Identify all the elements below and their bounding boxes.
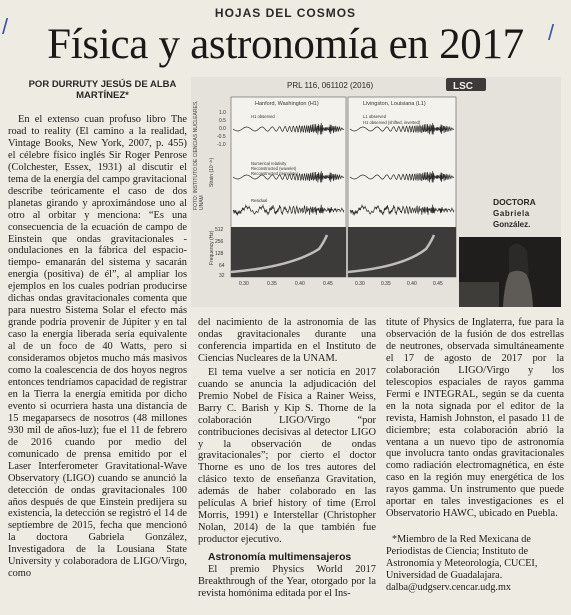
x-tick: 0.45	[433, 281, 443, 287]
y-tick: 0.0	[219, 126, 226, 132]
panel-left-title: Hanford, Washington (H1)	[255, 101, 319, 107]
x-tick: 0.35	[267, 281, 277, 287]
x-tick: 0.45	[323, 281, 333, 287]
freq-tick: 64	[219, 263, 225, 269]
margin-mark-left: /	[2, 14, 9, 39]
byline	[20, 79, 185, 101]
photo-credit: FOTO: INSTITUTO DE CIENCIAS NUCLEARES, UNAM	[193, 100, 205, 210]
column-1	[8, 114, 187, 580]
freq-tick: 32	[219, 273, 225, 279]
column-2	[198, 317, 376, 600]
col1-paragraph: En el extenso cuan profuso libro The road to reality (El camino a la realidad, Vintage Books, New York, 2007, p. 455) el célebre físico inglés Sir Roger Penrose (Colchester, Essex, 1931) al discutir el tema de la energía del campo gravitacional describe teóricamente el caso de dos planetas girando y aproximándose uno al otro al orbitar y menciona: “Es una consecuencia de la ecuación de campo de Einstein que ondas gravitacionales -ondulaciones en la fábrica del espacio-tiempo- emanarán del sistema y sacarán energía (positiva) de él”, al ampliar los ejemplos en los cuales podrían producirse dichas ondas gravitacionales comenta que para nuestro Sistema Solar el efecto más grande podría provenir de Júpiter y en tal caso la energía liberada sería equivalente al de un foco de 40 Watts, pero si consideramos objetos mucho más masivos como la coalescencia de dos hoyos negros entonces tendríamos capacidad de registrar en la Tierra la energía emitida por dicho evento si ocurriera hasta una distancia de 15 megaparsecs de nosotros (48 millones 930 mil de años-luz); fue el 11 de febrero de 2016 cuando por medio del comunicado de prensa emitido por el Laser Interferometer Gravitational-Wave Observatory (LIGO) cuando se anunció la detección de ondas gravitacionales 100 años después de que Einstein predijera su existencia, la detección se registró el 14 de septiembre de 2015, fecha que mencionó la doctora Gabriela González, Investigadora de la Lousiana State University y colaboradora de LIGO/Virgo, como	[8, 114, 187, 580]
margin-mark-right: /	[548, 20, 555, 45]
legend-template: Reconstructed (template)	[251, 171, 299, 176]
figure-citation: PRL 116, 061102 (2016)	[287, 81, 374, 90]
caption-name-1: Gabriela	[493, 209, 530, 218]
y-tick: -0.5	[217, 134, 226, 140]
ligo-figure-svg	[191, 77, 561, 307]
lsc-logo: LSC	[453, 81, 473, 92]
freq-tick: 512	[215, 227, 224, 233]
figure	[191, 77, 561, 307]
y-tick: 1.0	[219, 110, 226, 116]
y-axis-frequency: Frequency (Hz)	[209, 230, 215, 265]
col2-paragraph-2: El tema vuelve a ser noticia en 2017 cuando se anuncia la adjudicación del Premio Nobel de Física a Rainer Weiss, Barry C. Barish y Kip S. Thorne de la colaboración LIGO/Virgo “por contribuciones decisivas al detector LIGO y la observación de ondas gravitacionales”; por cierto el doctor Thorne es uno de los tres autores del clásico texto de enseñanza Gravitation, además de haber colaborado en las películas A brief history of time (Errol Morris, 1991) e Interstellar (Christopher Nolan, 2014) de la que también fue productor ejecutivo.	[198, 366, 376, 546]
legend-wavelet: Reconstructed (wavelet)	[251, 166, 297, 171]
legend-l1-observed: L1 observed	[363, 114, 387, 119]
x-tick: 0.30	[355, 281, 365, 287]
caption-role: DOCTORA	[493, 197, 536, 207]
y-tick: 0.5	[219, 118, 226, 124]
col2-paragraph-1: del nacimiento de la astronomía de las ondas gravitacionales durante una conferencia impartida en el Instituto de Ciencias Nucleares de la UNAM.	[198, 317, 376, 364]
byline-line-1: POR DURRUTY JESÚS DE ALBA	[28, 79, 177, 90]
x-tick: 0.40	[295, 281, 305, 287]
panel-right-title: Livingston, Louisiana (L1)	[363, 101, 426, 107]
freq-ticks	[215, 227, 225, 279]
x-tick: 0.30	[239, 281, 249, 287]
freq-tick: 256	[215, 239, 224, 245]
author-note-text: *Miembro de la Red Mexicana de Periodistas de Ciencia; Instituto de Astronomía y Meteorología, CUCEI, Universidad de Guadalajara. dalba@udgserv.cencar.udg.mx	[386, 534, 538, 594]
legend-h1-observed: H1 observed	[251, 114, 275, 119]
col3-paragraph: titute of Physics de Inglaterra, fue para la observación de la fusión de dos estrellas de neutrones, observada simultáneamente el 17 de agosto de 2017 por la colaboración LIGO/Virgo y los telescopios espaciales de rayos gamma Fermi e INTEGRAL, según se da cuenta en la nota signada por el editor de la revista, Hamish Johnston, el pasado 11 de diciembre; esta colaboración abrió la ventana a un nuevo tipo de astronomía que involucra tanto ondas gravitacionales como radiación electromagnética, en éste caso en la región muy energética de los rayos gamma. Un instrumento que puede aportar en tales investigaciones es el Observatorio HAWC, ubicado en Puebla.	[386, 317, 564, 520]
col2-subhead: Astronomía multimensajeros	[208, 552, 352, 564]
x-tick: 0.35	[381, 281, 391, 287]
wave-y-ticks	[217, 110, 226, 148]
photo-podium	[459, 282, 499, 307]
y-axis-strain: Strain (10⁻²¹)	[209, 157, 215, 187]
section-title: HOJAS DEL COSMOS	[214, 6, 357, 20]
y-tick: -1.0	[217, 142, 226, 148]
x-ticks	[239, 281, 443, 287]
col2-paragraph-3: El premio Physics World 2017 Breakthrough of the Year, otorgado por la revista homónima editada por el Ins-	[198, 564, 376, 599]
legend-h1-shifted: H1 observed (shifted, inverted)	[363, 120, 421, 125]
caption-name-2: González.	[493, 220, 531, 229]
column-3	[386, 317, 564, 594]
legend-residual: Residual	[251, 198, 268, 203]
x-tick: 0.40	[407, 281, 417, 287]
legend-numerical-relativity: Numerical relativity	[251, 161, 287, 166]
author-note	[386, 534, 564, 594]
freq-tick: 128	[215, 251, 224, 257]
byline-line-2: MARTÍNEZ*	[76, 90, 129, 101]
headline: Física y astronomía en 2017	[47, 21, 524, 68]
